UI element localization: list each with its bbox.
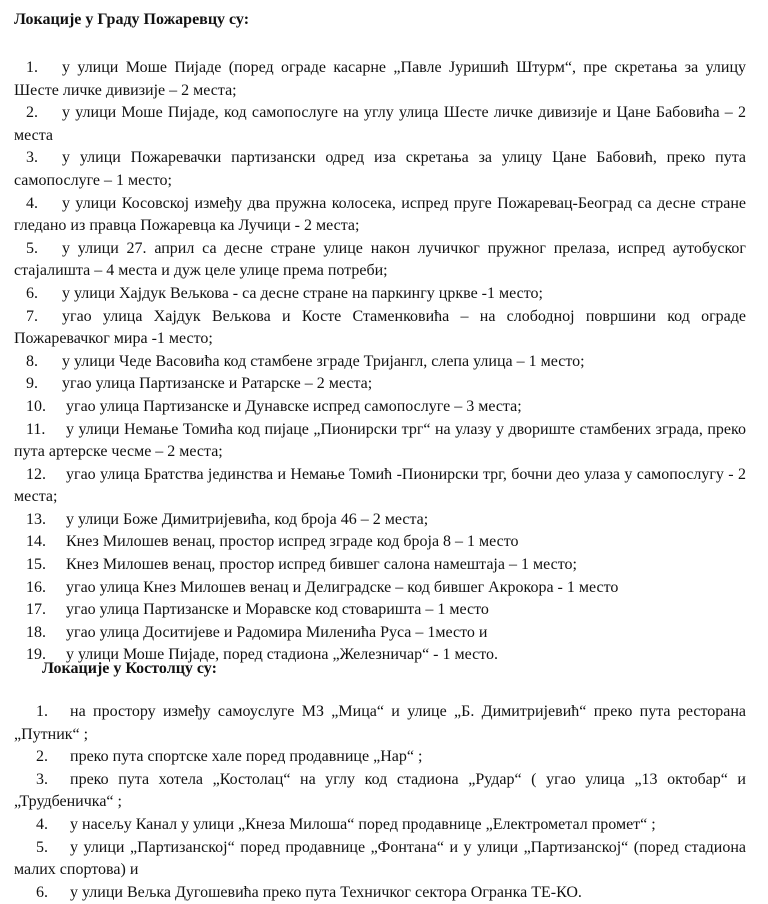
- location-list-kostolac: [14, 701, 746, 904]
- list-item: [14, 577, 746, 600]
- item-text: Кнез Милошев венац, простор испред бившег салона намештаја – 1 место;: [66, 556, 577, 574]
- item-number: 14.: [26, 533, 46, 551]
- list-item: [14, 464, 746, 509]
- list-item: [14, 419, 746, 464]
- item-text: на простору између самоуслуге МЗ „Мица“ и улице „Б. Димитријевић“ преко пута ресторана „Путник“ ;: [14, 703, 746, 743]
- item-number: 2.: [26, 104, 38, 122]
- list-item: [14, 283, 746, 306]
- item-text: угао улица Партизанске и Моравске код стоваришта – 1 место: [66, 601, 489, 619]
- item-number: 3.: [36, 770, 48, 788]
- list-item: [14, 814, 746, 837]
- list-item: [14, 351, 746, 374]
- item-text: преко пута хотела „Костолац“ на углу код стадиона „Рудар“ ( угао улица „13 октобар“ и „Трудбеничка“ ;: [14, 770, 746, 811]
- list-item: [14, 373, 746, 396]
- list-item: [14, 238, 746, 283]
- item-text: у улици Хајдук Вељкова - са десне стране на паркингу цркве -1 место;: [62, 284, 543, 302]
- item-text: Кнез Милошев венац, простор испред зграде код броја 8 – 1 место: [66, 533, 519, 551]
- item-number: 6.: [36, 883, 48, 901]
- item-number: 9.: [26, 375, 38, 393]
- item-text: у улици Моше Пијаде, код самопослуге на углу улица Шесте личке дивизије и Цане Бабовића – 2 места: [14, 104, 746, 144]
- item-number: 2.: [36, 748, 48, 766]
- list-item: [14, 193, 746, 238]
- location-list-pozarevac: [14, 57, 746, 667]
- section-heading-kostolac: Локације у Костолцу су:: [42, 660, 217, 677]
- item-text: у улици Боже Димитријевића, код броја 46 – 2 места;: [66, 510, 429, 528]
- item-text: угао улица Партизанске и Ратарске – 2 места;: [62, 375, 373, 393]
- item-number: 19.: [26, 646, 46, 664]
- list-item: [14, 306, 746, 351]
- list-item: [14, 882, 746, 904]
- item-text: угао улица Кнез Милошев венац и Делиградске – код бившег Акрокора - 1 место: [66, 578, 619, 596]
- item-number: 1.: [26, 59, 38, 76]
- item-number: 17.: [26, 601, 46, 619]
- item-text: у улици Пожаревачки партизански одред иза скретања за улицу Цане Бабовић, преко пута самопослуге – 1 место;: [14, 149, 746, 189]
- list-item: [14, 769, 746, 814]
- list-item: [14, 746, 746, 769]
- item-number: 10.: [26, 397, 46, 415]
- item-text: угао улица Партизанске и Дунавске испред самопослуге – 3 места;: [66, 397, 522, 415]
- list-item: [14, 102, 746, 147]
- item-text: угао улица Братства јединства и Немање Томић -Пионирски трг, бочни део улаза у самопослугу - 2 места;: [14, 465, 746, 506]
- item-text: у насељу Канал у улици „Кнеза Милоша“ поред продавнице „Електрометал промет“ ;: [70, 815, 656, 833]
- item-text: у улици Моше Пијаде (поред ограде касарне „Павле Јуришић Штурм“, пре скретања за улицу Шесте личке дивизије – 2 места;: [14, 59, 746, 99]
- item-text: у улици Вељка Дугошевића преко пута Техничког сектора Огранка ТЕ-КО.: [70, 883, 582, 901]
- list-item: [14, 599, 746, 622]
- item-number: 18.: [26, 623, 46, 641]
- item-number: 11.: [26, 420, 46, 438]
- item-number: 8.: [26, 352, 38, 370]
- list-item: [14, 701, 746, 746]
- list-item: [14, 554, 746, 577]
- item-text: угао улица Доситијеве и Радомира Миленића Руса – 1место и: [66, 623, 488, 641]
- list-item: [14, 622, 746, 645]
- item-number: 5.: [36, 838, 48, 856]
- item-number: 15.: [26, 556, 46, 574]
- item-number: 4.: [26, 194, 38, 212]
- item-number: 16.: [26, 578, 46, 596]
- section-heading-pozarevac: Локације у Граду Пожаревцу су:: [14, 11, 250, 28]
- item-number: 5.: [26, 239, 38, 257]
- item-number: 7.: [26, 307, 38, 325]
- item-number: 13.: [26, 510, 46, 528]
- item-text: у улици Немање Томића код пијаце „Пионирски трг“ на улазу у двориште стамбених зграда, преко пута артерске чесме – 2 места;: [14, 420, 746, 461]
- item-text: у улици Чеде Васовића код стамбене зграде Тријангл, слепа улица – 1 место;: [62, 352, 585, 370]
- item-number: 1.: [36, 703, 48, 720]
- list-item: [14, 531, 746, 554]
- item-number: 4.: [36, 815, 48, 833]
- list-item: [14, 396, 746, 419]
- list-item: [14, 837, 746, 882]
- item-text: у улици „Партизанској“ поред продавнице „Фонтана“ и у улици „Партизанској“ (поред стадиона малих спортова) и: [14, 838, 746, 879]
- item-text: у улици Косовској између два пружна колосека, испред пруге Пожаревац-Београд са десне стране гледано из правца Пожаревца ка Лучици - 2 места;: [14, 194, 746, 235]
- list-item: [14, 509, 746, 532]
- item-text: преко пута спортске хале поред продавнице „Нар“ ;: [70, 748, 423, 766]
- item-number: 3.: [26, 149, 38, 167]
- item-number: 12.: [26, 465, 46, 483]
- item-number: 6.: [26, 284, 38, 302]
- item-text: у улици 27. април са десне стране улице након лучичког пружног прелаза, испред аутобуског стајалишта – 4 места и дуж целе улице према потреби;: [14, 239, 746, 280]
- item-text: у улици Моше Пијаде, поред стадиона „Железничар“ - 1 место.: [66, 646, 499, 664]
- list-item: [14, 147, 746, 192]
- list-item: [14, 57, 746, 102]
- item-text: угао улица Хајдук Вељкова и Косте Стаменковића – на слободној површини код ограде Пожаревачког мира -1 место;: [14, 307, 746, 348]
